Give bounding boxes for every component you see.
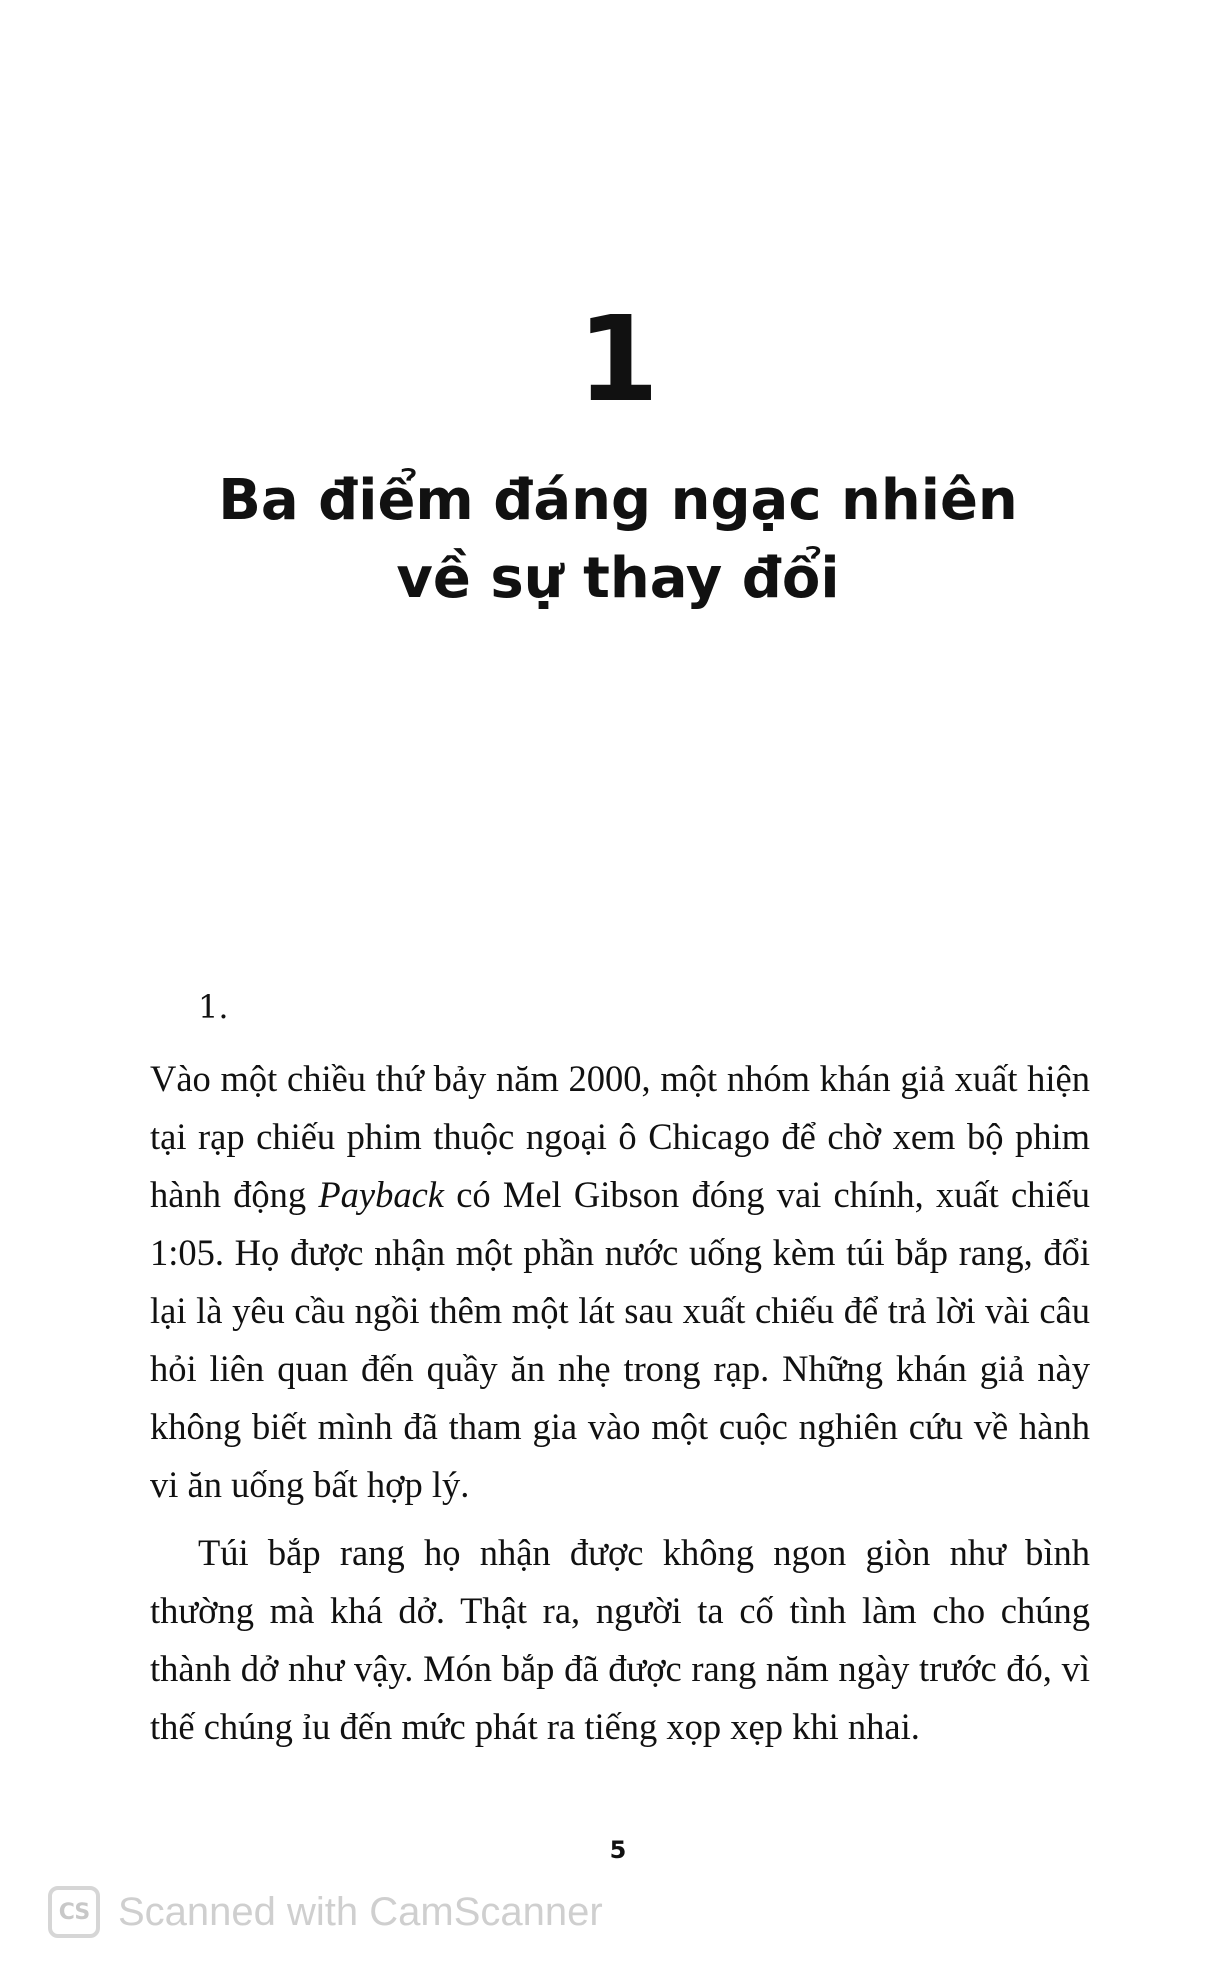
watermark-text: Scanned with CamScanner (118, 1889, 603, 1934)
paragraph-2: Túi bắp rang họ nhận được không ngon giòn như bình thường mà khá dở. Thật ra, người ta cố tình làm cho chúng thành dở như vậy. Món bắp đã được rang năm ngày trước đó, vì thế chúng ỉu đến mức phát ra tiếng xọp xẹp khi nhai. (150, 1532, 1090, 1747)
paragraph-1-after: có Mel Gibson đóng vai chính, xuất chiếu 1:05. Họ được nhận một phần nước uống kèm túi bắp rang, đổi lại là yêu cầu ngồi thêm một lát sau xuất chiếu để trả lời vài câu hỏi liên quan đến quầy ăn nhẹ trong rạp. Những khán giả này không biết mình đã tham gia vào một cuộc nghiên cứu về hành vi ăn uống bất hợp lý. (150, 1174, 1090, 1505)
chapter-number: 1 (576, 290, 660, 428)
section-marker: 1. (198, 988, 229, 1026)
camscanner-watermark (48, 1884, 603, 1940)
body-text (150, 1050, 1090, 1756)
page-number: 5 (609, 1836, 627, 1864)
camscanner-logo-icon: CS (48, 1886, 100, 1938)
paragraph-1-before: Vào một chiều thứ bảy năm 2000, một nhóm khán giả xuất hiện tại rạp chiếu phim thuộc ngoại ô Chicago để chờ xem bộ phim hành động (150, 1058, 1090, 1215)
paragraph-1-italic-title: Payback (318, 1174, 445, 1215)
chapter-title-line-1: Ba điểm đáng ngạc nhiên (218, 468, 1018, 533)
chapter-title-line-2: về sự thay đổi (396, 546, 840, 611)
chapter-title (0, 462, 1216, 618)
paragraph-1 (150, 1050, 1090, 1514)
